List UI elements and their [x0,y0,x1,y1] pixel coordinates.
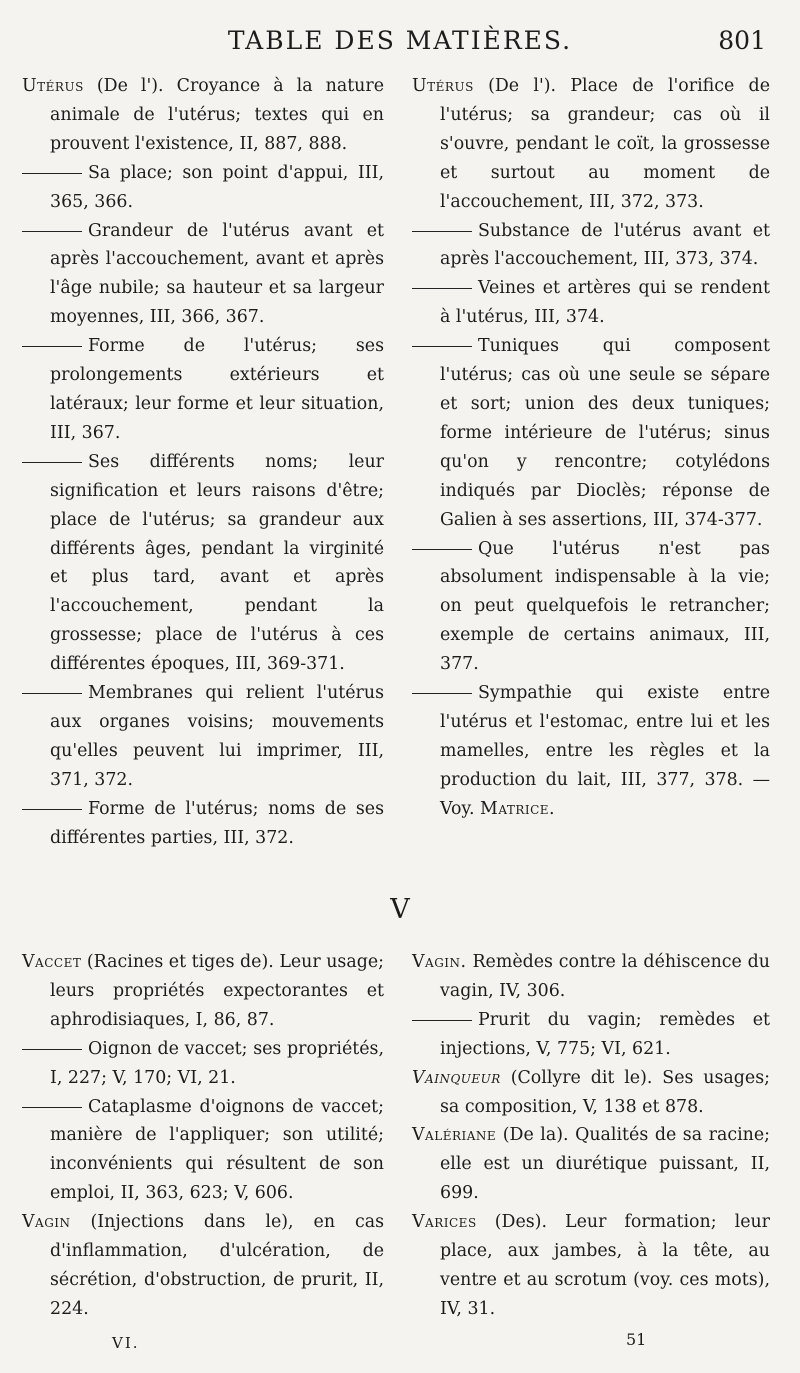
dash-rule [22,173,82,174]
dash-rule [22,693,82,694]
dash-rule [412,693,472,694]
entry-headword: Varices [412,1212,477,1233]
entry-headword: Vagin [22,1212,71,1233]
entry-text: (De la). Qualités de sa racine; elle est un diurétique puissant, II, 699. [440,1125,770,1204]
index-subentry [22,795,384,853]
dash-rule [412,231,472,232]
index-subentry [22,159,384,217]
column-left-bottom [22,948,384,1324]
index-subentry [412,274,770,332]
entry-headword: Vainqueur [412,1067,501,1088]
entry-text: (Injections dans le), en cas d'inflammation, d'ulcération, de sécrétion, d'obstruction, de prurit, II, 224. [50,1212,384,1319]
index-subentry [412,535,770,680]
index-entry [22,72,384,159]
subentry-text: Membranes qui relient l'utérus aux organes voisins; mouvements qu'elles peuvent lui imprimer, III, 371, 372. [50,683,384,790]
index-subentry [22,1035,384,1093]
index-subentry [22,679,384,795]
index-subentry [412,1006,770,1064]
dash-rule [22,809,82,810]
column-right-top [412,72,770,824]
index-subentry [412,679,770,824]
index-entry [22,1208,384,1324]
subentry-text: Forme de l'utérus; ses prolongements extérieurs et latéraux; leur forme et leur situation, III, 367. [50,336,384,443]
running-title: TABLE DES MATIÈRES. [227,26,573,55]
subentry-text: Prurit du vagin; remèdes et injections, V, 775; VI, 621. [440,1009,770,1059]
page-number: 801 [718,26,766,55]
subentry-text: Veines et artères qui se rendent à l'utérus, III, 374. [440,278,770,328]
index-entry [412,948,770,1006]
index-entry [22,948,384,1035]
subentry-text: Sa place; son point d'appui, III, 365, 366. [50,162,384,212]
dash-rule [22,1107,82,1108]
sheet-number: 51 [626,1330,647,1349]
index-subentry [412,332,770,534]
index-subentry [22,332,384,448]
subentry-text: Cataplasme d'oignons de vaccet; manière de l'appliquer; son utilité; inconvénients qui résultent de son emploi, II, 363, 623; V, 606. [50,1096,384,1204]
index-subentry [22,217,384,333]
entry-text: (De l'). Place de l'orifice de l'utérus; sa grandeur; cas où il s'ouvre, pendant le coït, la grossesse et surtout au moment de l'accouchement, III, 372, 373. [440,76,770,212]
index-subentry [22,448,384,679]
column-right-bottom [412,948,770,1324]
dash-rule [22,346,82,347]
cross-reference: Matrice. [480,798,556,819]
signature-mark: VI. [112,1334,140,1352]
dash-rule [412,1020,472,1021]
entry-headword: Vagin. [412,952,467,972]
entry-text: (Des). Leur formation; leur place, aux jambes, à la tête, au ventre et au scrotum (voy. ces mots), IV, 31. [440,1212,770,1319]
dash-rule [412,549,472,550]
subentry-text: Oignon de vaccet; ses propriétés, I, 227; V, 170; VI, 21. [50,1038,384,1088]
entry-text: (Racines et tiges de). Leur usage; leurs propriétés expectorantes et aphrodisiaques, I, 86, 87. [50,952,384,1030]
subentry-text: Sympathie qui existe entre l'utérus et l'estomac, entre lui et les mamelles, entre les règles et la production du lait, III, 377, 378. — Voy. [440,683,770,819]
entry-headword: Utérus [412,76,474,96]
subentry-text: Forme de l'utérus; noms de ses différentes parties, III, 372. [50,798,384,848]
index-subentry [22,1093,384,1209]
subentry-text: Que l'utérus n'est pas absolument indispensable à la vie; on peut quelquefois le retrancher; exemple de certains animaux, III, 377. [440,538,770,675]
subentry-text: Ses différents noms; leur signification et leurs raisons d'être; place de l'utérus; sa grandeur aux différents âges, pendant la virginité et plus tard, avant et après l'accouchement, pendant la grossesse; place de l'utérus à ces différentes époques, III, 369-371. [50,451,384,675]
index-entry [412,1064,770,1122]
dash-rule [412,346,472,347]
dash-rule [412,288,472,289]
page-header [0,26,800,60]
index-entry [412,72,770,217]
section-letter: V [390,894,410,925]
index-subentry [412,217,770,275]
entry-headword: Vaccet [22,952,82,972]
dash-rule [22,462,82,463]
entry-headword: Valériane [412,1125,497,1146]
index-entry [412,1121,770,1208]
subentry-text: Substance de l'utérus avant et après l'accouchement, III, 373, 374. [440,220,770,270]
dash-rule [22,231,82,232]
entry-headword: Utérus [22,76,84,96]
entry-text: (De l'). Croyance à la nature animale de l'utérus; textes qui en prouvent l'existence, II, 887, 888. [50,76,384,154]
subentry-text: Tuniques qui composent l'utérus; cas où une seule se sépare et sort; union des deux tuniques; forme intérieure de l'utérus; sinus qu'on y rencontre; cotylédons indiqués par Dioclès; réponse de Galien à ses assertions, III, 374-377. [440,336,770,530]
entry-text: (Collyre dit le). Ses usages; sa composition, V, 138 et 878. [440,1067,770,1117]
index-entry [412,1208,770,1324]
column-left-top [22,72,384,852]
entry-text: Remèdes contre la déhiscence du vagin, IV, 306. [440,952,770,1001]
dash-rule [22,1049,82,1050]
subentry-text: Grandeur de l'utérus avant et après l'accouchement, avant et après l'âge nubile; sa hauteur et sa largeur moyennes, III, 366, 367. [50,220,384,328]
